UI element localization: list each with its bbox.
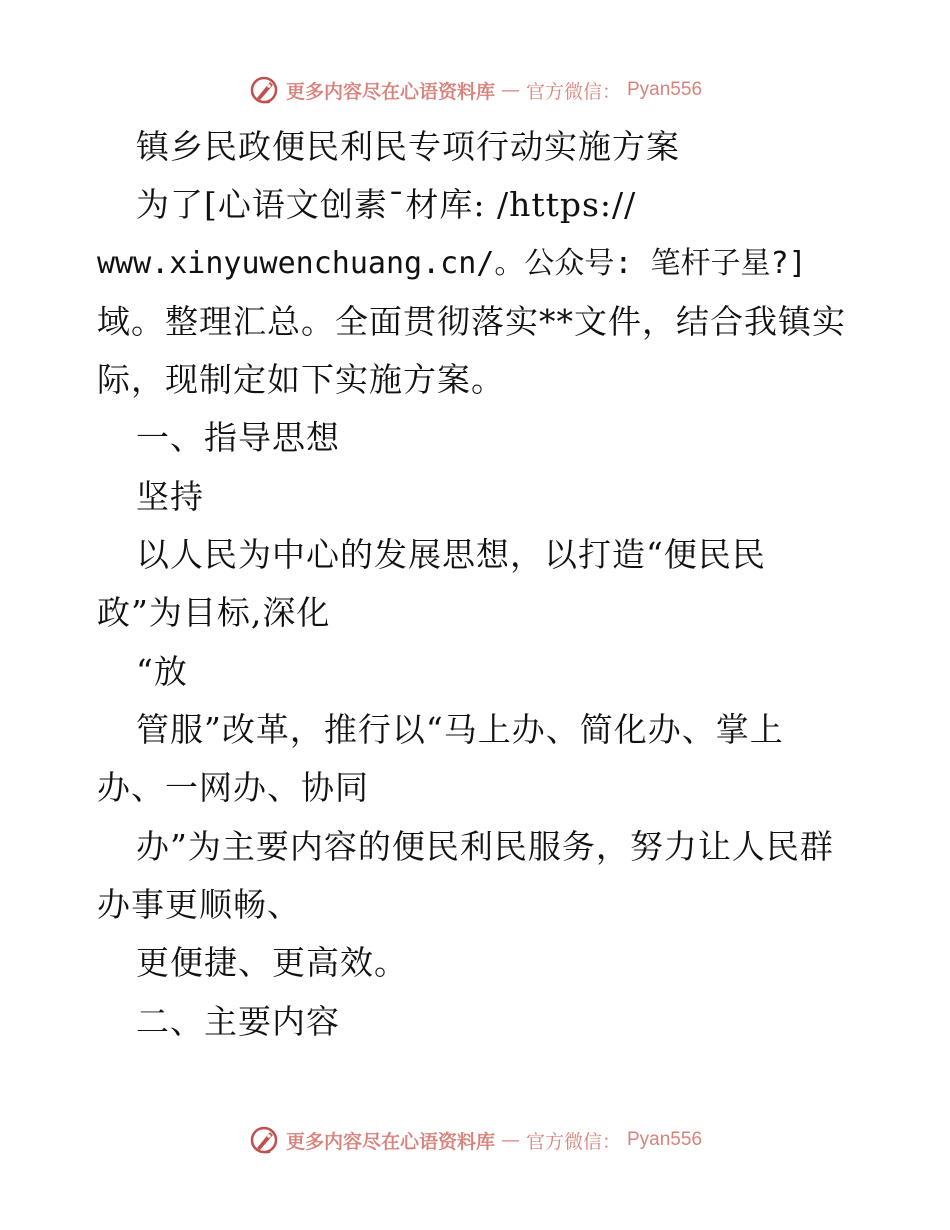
- paragraph-line: 域。整理汇总。全面贯彻落实**文件，结合我镇实: [97, 302, 846, 341]
- paragraph-line: 办事更顺畅、: [97, 885, 301, 924]
- banner-dash: —: [500, 79, 520, 101]
- pen-nib-logo-icon: [248, 1124, 280, 1156]
- paragraph-line: 为了[心语文创素¯材库: /https://: [136, 185, 637, 224]
- paragraph-line: 办”为主要内容的便民利民服务，努力让人民群: [136, 827, 834, 866]
- paragraph-line: 更便捷、更高效。: [136, 943, 408, 982]
- paragraph-line: 际，现制定如下实施方案。: [97, 360, 505, 399]
- banner-wechat-label: 官方微信：: [525, 80, 621, 103]
- banner-text: 更多内容尽在心语资料库: [285, 1130, 495, 1153]
- paragraph-line: 办、一网办、协同: [97, 768, 369, 807]
- document-title: 镇乡民政便民利民专项行动实施方案: [136, 127, 680, 166]
- banner-wechat-id: Pyan556: [627, 79, 703, 100]
- banner-wechat-label: 官方微信：: [525, 1130, 621, 1153]
- paragraph-line: 以人民为中心的发展思想，以打造“便民民: [136, 535, 766, 574]
- banner-text: 更多内容尽在心语资料库: [285, 80, 495, 103]
- pen-nib-logo-icon: [248, 74, 280, 106]
- section-heading: 二、主要内容: [136, 1002, 340, 1041]
- paragraph-line: 管服”改革，推行以“马上办、简化办、掌上: [136, 710, 784, 749]
- header-banner: [0, 70, 950, 110]
- footer-banner: [0, 1120, 950, 1160]
- section-heading: 一、指导思想: [136, 418, 340, 457]
- paragraph-line: “放: [136, 652, 188, 691]
- paragraph-line: 坚持: [136, 477, 204, 516]
- paragraph-line: www.xinyuwenchuang.cn/。公众号: 笔杆子星?]: [97, 246, 807, 281]
- paragraph-line: 政”为目标,深化: [97, 593, 331, 632]
- banner-dash: —: [500, 1129, 520, 1151]
- banner-wechat-id: Pyan556: [627, 1129, 703, 1150]
